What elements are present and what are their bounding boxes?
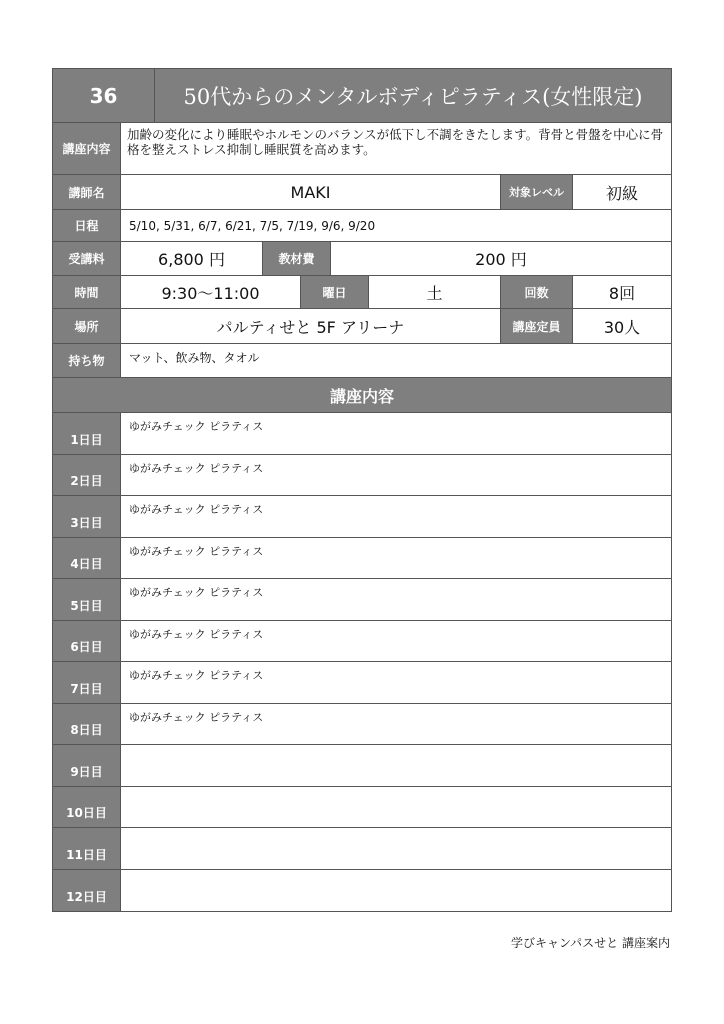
sessions-header: 講座内容	[53, 378, 671, 413]
sessions-list	[53, 413, 671, 911]
session-content: ゆがみチェック ピラティス	[129, 710, 264, 724]
session-row	[53, 496, 671, 538]
weekday-label: 曜日	[301, 276, 369, 308]
session-row	[53, 662, 671, 704]
time-row	[53, 276, 671, 309]
session-row	[53, 828, 671, 870]
session-row	[53, 787, 671, 829]
session-content: ゆがみチェック ピラティス	[129, 420, 264, 433]
fee-label: 受講料	[53, 242, 121, 275]
capacity-value: 30人	[573, 309, 671, 343]
session-day: 8日目	[53, 704, 121, 745]
session-content	[121, 828, 671, 869]
session-row	[53, 621, 671, 663]
session-content: ゆがみチェック ピラティス	[129, 461, 264, 475]
session-day: 9日目	[53, 745, 121, 786]
time-value: 9:30〜11:00	[121, 276, 301, 308]
session-row	[53, 413, 671, 455]
time-label: 時間	[53, 276, 121, 308]
schedule-row	[53, 210, 671, 242]
course-sheet	[52, 68, 672, 912]
items-label: 持ち物	[53, 344, 121, 377]
session-content: ゆがみチェック ピラティス	[129, 503, 264, 516]
session-day: 6日目	[53, 621, 121, 662]
session-content	[121, 870, 671, 912]
session-day: 7日目	[53, 662, 121, 703]
fee-row	[53, 242, 671, 276]
items-row	[53, 344, 671, 378]
session-content: ゆがみチェック ピラティス	[129, 586, 264, 599]
session-content: ゆがみチェック ピラティス	[129, 627, 264, 641]
session-day: 5日目	[53, 579, 121, 620]
instructor-value: MAKI	[121, 175, 501, 209]
session-row	[53, 579, 671, 621]
session-content	[121, 787, 671, 828]
instructor-label: 講師名	[53, 175, 121, 209]
session-row	[53, 745, 671, 787]
session-day: 2日目	[53, 455, 121, 496]
session-day: 12日目	[53, 870, 121, 912]
session-row	[53, 538, 671, 580]
level-value: 初級	[573, 175, 671, 209]
place-row	[53, 309, 671, 344]
session-day: 4日目	[53, 538, 121, 579]
session-day: 11日目	[53, 828, 121, 869]
session-row	[53, 455, 671, 497]
instructor-row	[53, 175, 671, 210]
session-row	[53, 870, 671, 912]
schedule-label: 日程	[53, 210, 121, 241]
level-label: 対象レベル	[501, 175, 573, 209]
count-value: 8回	[573, 276, 671, 308]
material-label: 教材費	[263, 242, 331, 275]
description-row	[53, 123, 671, 175]
weekday-value: 土	[369, 276, 501, 308]
title-row	[53, 69, 671, 123]
session-day: 10日目	[53, 787, 121, 828]
place-label: 場所	[53, 309, 121, 343]
count-label: 回数	[501, 276, 573, 308]
schedule-value: 5/10, 5/31, 6/7, 6/21, 7/5, 7/19, 9/6, 9/20	[121, 210, 671, 241]
footer-text: 学びキャンパスせと 講座案内	[511, 936, 670, 950]
session-day: 1日目	[53, 413, 121, 454]
course-number: 36	[53, 69, 155, 122]
place-value: パルティせと 5F アリーナ	[121, 309, 501, 343]
course-title: 50代からのメンタルボディピラティス(女性限定)	[155, 69, 671, 122]
session-content: ゆがみチェック ピラティス	[129, 544, 264, 558]
session-row	[53, 704, 671, 746]
session-content: ゆがみチェック ピラティス	[129, 669, 264, 682]
items-value: マット、飲み物、タオル	[121, 344, 671, 377]
fee-value: 6,800 円	[121, 242, 263, 275]
description-label: 講座内容	[53, 123, 121, 174]
description-text: 加齢の変化により睡眠やホルモンのバランスが低下し不調をきたします。背骨と骨盤を中心に骨格を整えストレス抑制し睡眠質を高めます。	[127, 127, 664, 157]
session-day: 3日目	[53, 496, 121, 537]
material-value: 200 円	[331, 242, 671, 275]
capacity-label: 講座定員	[501, 309, 573, 343]
session-content	[121, 745, 671, 786]
